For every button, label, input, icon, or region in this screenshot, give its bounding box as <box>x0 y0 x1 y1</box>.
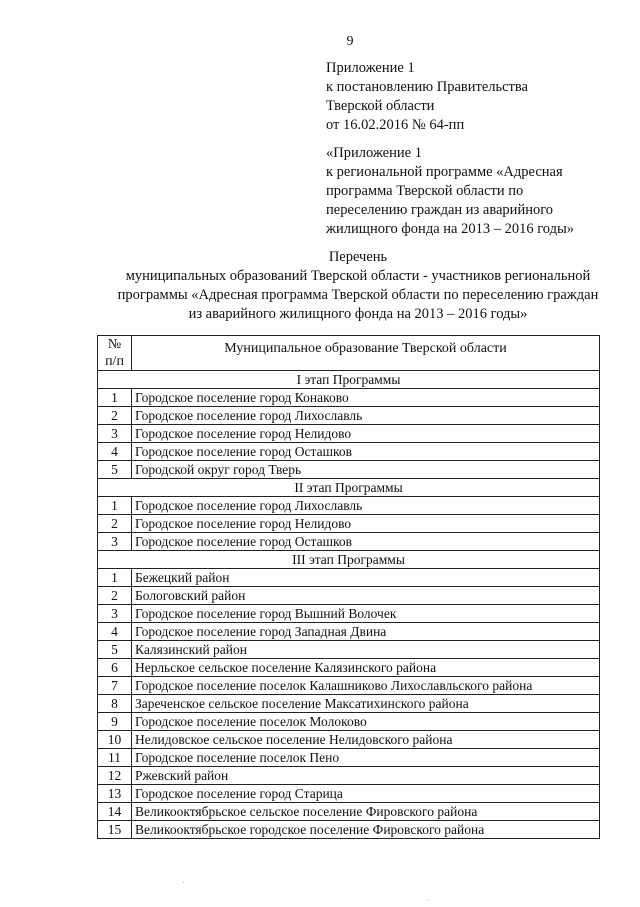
appendix-program-line: жилищного фонда на 2013 – 2016 годы» <box>326 221 574 237</box>
stage-row <box>98 551 600 569</box>
municipality-name: Бежецкий район <box>132 569 600 587</box>
scan-artifact: · <box>182 878 186 889</box>
row-number: 11 <box>98 749 132 767</box>
municipality-name: Городское поселение город Конаково <box>132 389 600 407</box>
title-line: программы «Адресная программа Тверской области по переселению граждан <box>117 287 599 303</box>
stage-row <box>98 479 600 497</box>
municipality-name: Городское поселение город Старица <box>132 785 600 803</box>
row-number: 1 <box>98 497 132 515</box>
municipality-name: Городское поселение город Нелидово <box>132 515 600 533</box>
municipality-name: Ржевский район <box>132 767 600 785</box>
row-number: 5 <box>98 461 132 479</box>
municipality-name: Городское поселение поселок Пено <box>132 749 600 767</box>
appendix-header <box>326 59 528 135</box>
municipality-name: Городское поселение город Лихославль <box>132 497 600 515</box>
row-number: 3 <box>98 605 132 623</box>
row-number: 10 <box>98 731 132 749</box>
appendix-program <box>326 144 574 239</box>
table-row <box>98 605 600 623</box>
table-row <box>98 587 600 605</box>
table-row <box>98 695 600 713</box>
appendix-header-line: Тверской области <box>326 98 435 114</box>
municipality-name: Городское поселение город Осташков <box>132 533 600 551</box>
municipality-name: Городское поселение город Лихославль <box>132 407 600 425</box>
row-number: 4 <box>98 623 132 641</box>
table-row <box>98 785 600 803</box>
appendix-header-line: Приложение 1 <box>326 60 415 76</box>
row-number: 5 <box>98 641 132 659</box>
appendix-header-line: от 16.02.2016 № 64-пп <box>326 117 465 133</box>
stage-row <box>98 371 600 389</box>
table-row <box>98 659 600 677</box>
municipality-name: Городское поселение город Вышний Волочек <box>132 605 600 623</box>
table-row <box>98 803 600 821</box>
municipality-name: Городское поселение город Нелидово <box>132 425 600 443</box>
table-row <box>98 461 600 479</box>
appendix-program-line: программа Тверской области по <box>326 183 524 199</box>
table-row <box>98 497 600 515</box>
municipality-name: Великооктябрьское сельское поселение Фировского района <box>132 803 600 821</box>
stage-label: III этап Программы <box>98 551 600 569</box>
title-line: муниципальных образований Тверской области - участников региональной <box>125 268 591 284</box>
document-title <box>88 248 628 324</box>
table-row <box>98 623 600 641</box>
table-header-row <box>98 336 600 371</box>
stage-label: I этап Программы <box>98 371 600 389</box>
row-number: 3 <box>98 533 132 551</box>
municipality-name: Городское поселение поселок Молоково <box>132 713 600 731</box>
column-header-number-line1: № <box>107 337 122 352</box>
table-row <box>98 767 600 785</box>
table-row <box>98 821 600 839</box>
municipality-name: Городской округ город Тверь <box>132 461 600 479</box>
row-number: 13 <box>98 785 132 803</box>
municipalities-table <box>97 335 600 839</box>
municipality-name: Бологовский район <box>132 587 600 605</box>
column-header-number-line2: п/п <box>105 354 124 369</box>
table-row <box>98 713 600 731</box>
row-number: 2 <box>98 587 132 605</box>
scan-artifact: · <box>426 896 430 907</box>
table-row <box>98 407 600 425</box>
row-number: 2 <box>98 407 132 425</box>
row-number: 3 <box>98 425 132 443</box>
page-number: 9 <box>346 34 354 49</box>
table-row <box>98 443 600 461</box>
row-number: 15 <box>98 821 132 839</box>
row-number: 14 <box>98 803 132 821</box>
table-row <box>98 515 600 533</box>
row-number: 1 <box>98 389 132 407</box>
municipality-name: Великооктябрьское городское поселение Фировского района <box>132 821 600 839</box>
row-number: 1 <box>98 569 132 587</box>
row-number: 4 <box>98 443 132 461</box>
row-number: 7 <box>98 677 132 695</box>
municipality-name: Зареченское сельское поселение Максатихинского района <box>132 695 600 713</box>
row-number: 12 <box>98 767 132 785</box>
municipality-name: Нерльское сельское поселение Калязинского района <box>132 659 600 677</box>
row-number: 2 <box>98 515 132 533</box>
row-number: 9 <box>98 713 132 731</box>
stage-label: II этап Программы <box>98 479 600 497</box>
appendix-program-line: переселению граждан из аварийного <box>326 202 554 218</box>
table-row <box>98 641 600 659</box>
table-row <box>98 533 600 551</box>
municipality-name: Городское поселение город Осташков <box>132 443 600 461</box>
municipality-name: Городское поселение поселок Калашниково Лихославльского района <box>132 677 600 695</box>
row-number: 6 <box>98 659 132 677</box>
table-row <box>98 677 600 695</box>
column-header-name: Муниципальное образование Тверской области <box>132 336 600 371</box>
table-row <box>98 731 600 749</box>
column-header-number <box>98 336 132 371</box>
table-row <box>98 569 600 587</box>
appendix-program-line: «Приложение 1 <box>326 145 422 161</box>
title-line: Перечень <box>328 249 388 265</box>
row-number: 8 <box>98 695 132 713</box>
appendix-program-line: к региональной программе «Адресная <box>326 164 563 180</box>
municipality-name: Городское поселение город Западная Двина <box>132 623 600 641</box>
municipality-name: Нелидовское сельское поселение Нелидовского района <box>132 731 600 749</box>
table-row <box>98 389 600 407</box>
table-row <box>98 425 600 443</box>
title-line: из аварийного жилищного фонда на 2013 – 2016 годы» <box>188 306 528 322</box>
municipality-name: Калязинский район <box>132 641 600 659</box>
appendix-header-line: к постановлению Правительства <box>326 79 528 95</box>
table-row <box>98 749 600 767</box>
